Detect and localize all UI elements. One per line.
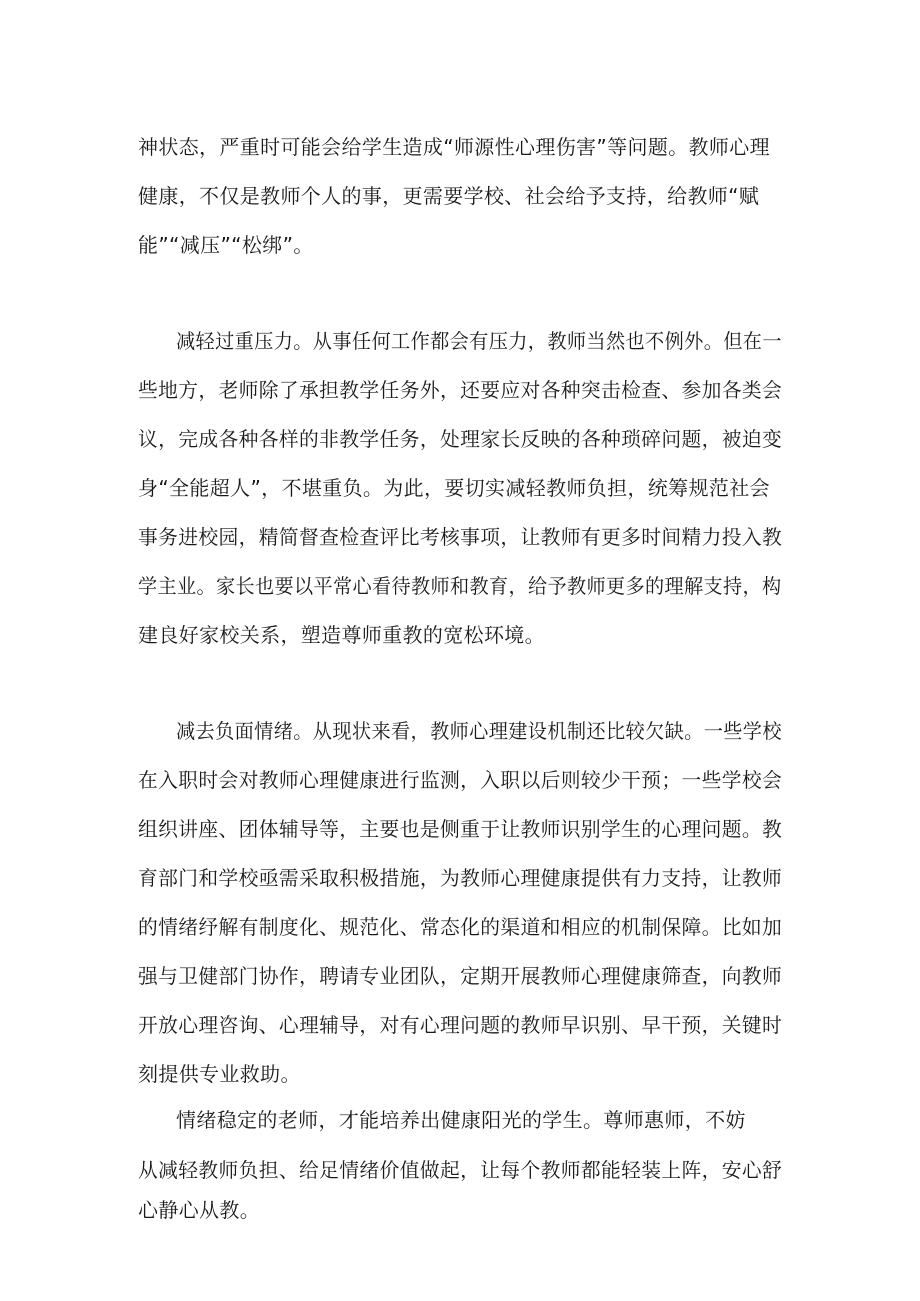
text-line: 事务进校园，精简督查检查评比考核事项，让教师有更多时间精力投入教 <box>138 525 783 549</box>
text-line: 神状态，严重时可能会给学生造成“师源性心理伤害”等问题。教师心理 <box>138 135 770 159</box>
text-line: 些地方，老师除了承担教学任务外，还要应对各种突击检查、参加各类会 <box>138 378 783 402</box>
text-line: 身“全能超人”，不堪重负。为此，要切实减轻教师负担，统筹规范社会 <box>138 476 770 500</box>
text-line: 健康，不仅是教师个人的事，更需要学校、社会给予支持，给教师“赋 <box>138 184 760 208</box>
text-line: 在入职时会对教师心理健康进行监测，入职以后则较少干预；一些学校会 <box>138 768 783 792</box>
text-line: 能”“减压”“松绑”。 <box>138 233 314 257</box>
paragraph-first-line: 减去负面情绪。从现状来看，教师心理建设机制还比较欠缺。一些学校 <box>176 719 782 743</box>
text-line: 组织讲座、团体辅导等，主要也是侧重于让教师识别学生的心理问题。教 <box>138 817 783 841</box>
paragraph-first-line: 减轻过重压力。从事任何工作都会有压力，教师当然也不例外。但在一 <box>176 329 782 353</box>
text-line: 心静心从教。 <box>138 1198 261 1222</box>
text-line: 刻提供专业救助。 <box>138 1062 301 1086</box>
text-line: 建良好家校关系，塑造尊师重教的宽松环境。 <box>138 623 545 647</box>
paragraph-first-line: 情绪稳定的老师，才能培养出健康阳光的学生。尊师惠师，不妨 <box>176 1108 746 1132</box>
text-line: 议，完成各种各样的非教学任务，处理家长反映的各种琐碎问题，被迫变 <box>138 427 783 451</box>
text-line: 从减轻教师负担、给足情绪价值做起，让每个教师都能轻装上阵，安心舒 <box>138 1158 783 1182</box>
text-line: 育部门和学校亟需采取积极措施，为教师心理健康提供有力支持，让教师 <box>138 866 783 890</box>
text-line: 学主业。家长也要以平常心看待教师和教育，给予教师更多的理解支持，构 <box>138 574 782 598</box>
text-line: 强与卫健部门协作，聘请专业团队，定期开展教师心理健康筛查，向教师 <box>138 964 783 988</box>
text-line: 开放心理咨询、心理辅导，对有心理问题的教师早识别、早干预，关键时 <box>138 1013 783 1037</box>
text-line: 的情绪纾解有制度化、规范化、常态化的渠道和相应的机制保障。比如加 <box>138 915 783 939</box>
